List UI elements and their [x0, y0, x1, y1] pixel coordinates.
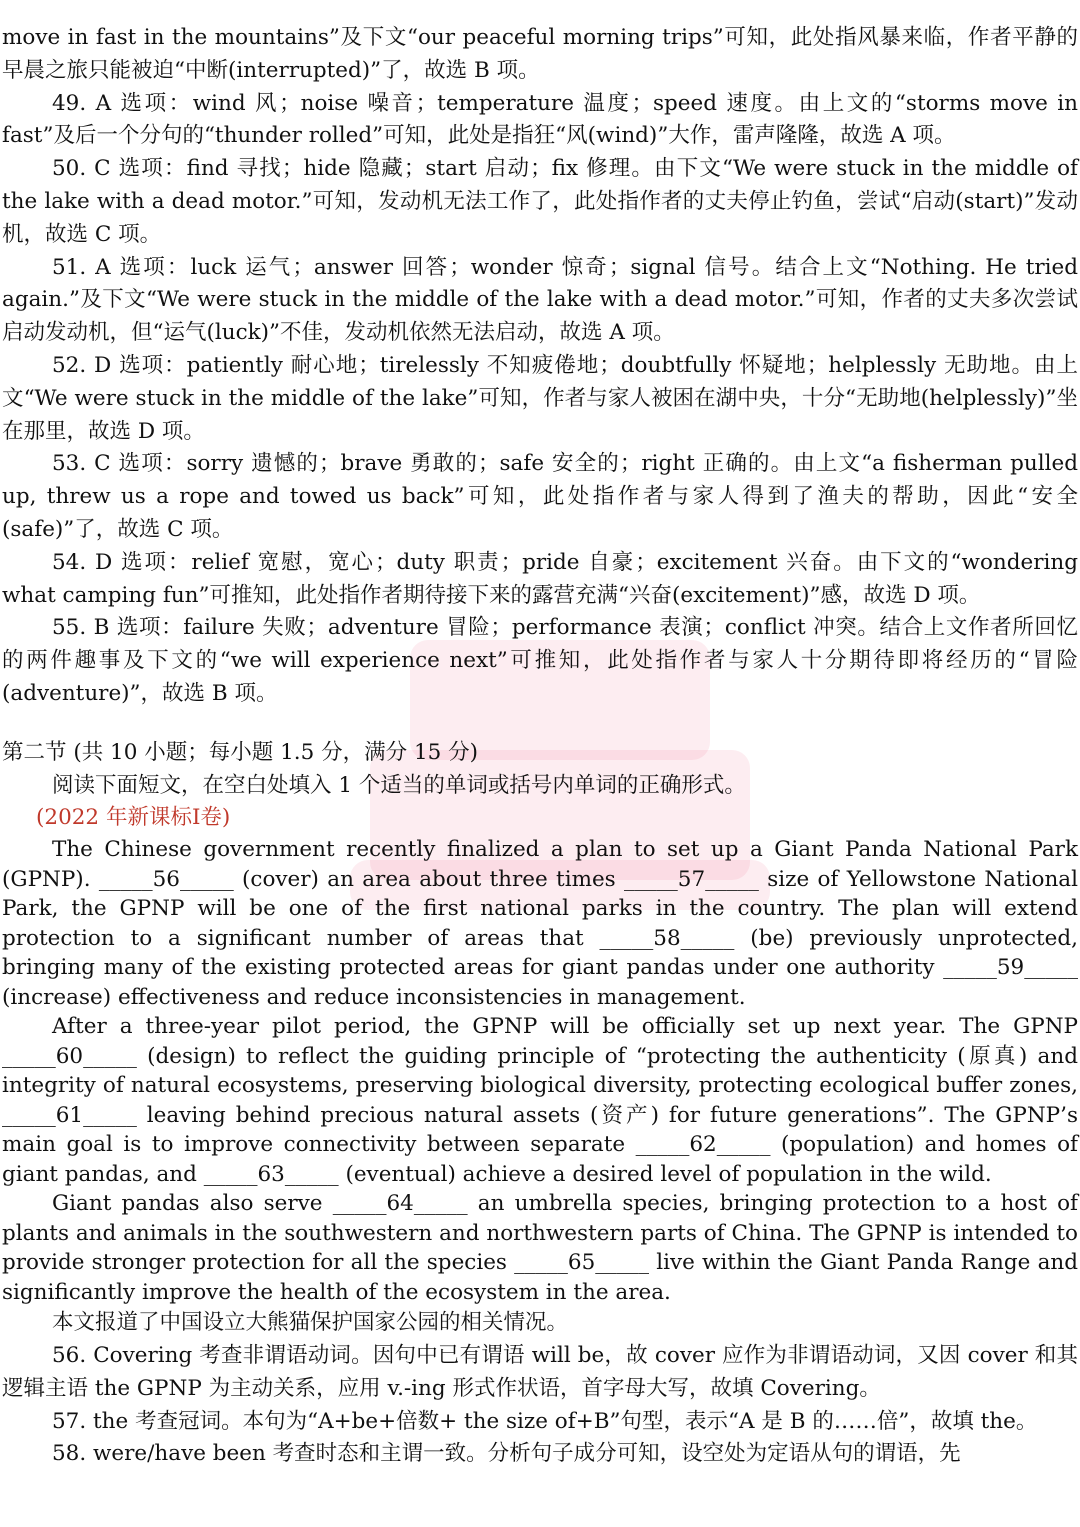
explanation-paragraph: 51. A 选项：luck 运气；answer 回答；wonder 惊奇；signal 信号。结合上文“Nothing. He tried again.”及下文“We were stuck in the middle of the lake with a dead motor.”可知，作者的丈夫多次尝试启动发动机，但“运气(luck)”不佳，发动机依然无法启动，故选 A 项。 — [2, 254, 1078, 346]
passage-paragraph: After a three-year pilot period, the GPNP will be officially set up next year. The GPNP _____60_____ (design) to reflect the guiding principle of “protecting the authenticity (原真) and integrity of natural ecosystems, preserving biological diversity, protecting ecological buffer zones, _____61_____ leaving behind precious natural assets (资产) for future generations”. The GPNP’s main goal is to improve connectivity between separate _____62_____ (population) and homes of giant pandas, and _____63_____ (eventual) achieve a desired level of population in the wild. — [2, 1014, 1078, 1187]
explanation-paragraph: move in fast in the mountains”及下文“our peaceful morning trips”可知，此处指风暴来临，作者平静的早晨之旅只能被迫“中断(interrupted)”了，故选 B 项。 — [2, 25, 1078, 83]
explanation-paragraph: 54. D 选项：relief 宽慰，宽心；duty 职责；pride 自豪；excitement 兴奋。由下文的“wondering what camping fun”可推知，此处指作者期待接下来的露营充满“兴奋(excitement)”感，故选 D 项。 — [2, 549, 1078, 608]
explanation-paragraph: 49. A 选项：wind 风；noise 噪音；temperature 温度；speed 速度。由上文的“storms move in fast”及后一个分句的“thunder rolled”可知，此处是指狂“风(wind)”大作，雷声隆隆，故选 A 项。 — [2, 90, 1078, 149]
explanation-paragraph: 53. C 选项：sorry 遗憾的；brave 勇敢的；safe 安全的；right 正确的。由上文“a fisherman pulled up, threw us a rope and towed us back”可知，此处指作者与家人得到了渔夫的帮助，因此“安全(safe)”了，故选 C 项。 — [2, 451, 1078, 542]
explanation-paragraph: 52. D 选项：patiently 耐心地；tirelessly 不知疲倦地；doubtfully 怀疑地；helplessly 无助地。由上文“We were stuck in the middle of the lake”可知，作者与家人被困在湖中央，十分“无助地(helplessly)”坐在那里，故选 D 项。 — [2, 352, 1078, 444]
answer-paragraph: 56. Covering 考查非谓语动词。因句中已有谓语 will be，故 cover 应作为非谓语动词，又因 cover 和其逻辑主语 the GPNP 为主动关系，应用 v.-ing 形式作状语，首字母大写，故填 Covering。 — [2, 1342, 1078, 1401]
passage-paragraph: The Chinese government recently finalized a plan to set up a Giant Panda National Park (GPNP). _____56_____ (cover) an area about three times _____57_____ size of Yellowstone National Park, the GPNP will be one of the first national parks in the country. The plan will extend protection to a significant number of areas that _____58_____ (be) previously unprotected, bringing many of the existing protected areas for giant pandas under one authority _____59_____ (increase) effectiveness and reduce inconsistencies in management. — [2, 837, 1078, 1010]
section-instruction: 阅读下面短文，在空白处填入 1 个适当的单词或括号内单词的正确形式。 — [52, 772, 746, 798]
answer-paragraph: 58. were/have been 考查时态和主谓一致。分析句子成分可知，设空处为定语从句的谓语，先 — [52, 1441, 961, 1467]
document-page — [0, 22, 1080, 1471]
answer-paragraph: 57. the 考查冠词。本句为“A+be+倍数+ the size of+B”句型，表示“A 是 B 的……倍”，故填 the。 — [52, 1408, 1038, 1434]
answer-paragraph: 本文报道了中国设立大熊猫保护国家公园的相关情况。 — [52, 1310, 569, 1336]
explanation-paragraph: 50. C 选项：find 寻找；hide 隐藏；start 启动；fix 修理。由下文“We were stuck in the middle of the lake with a dead motor.”可知，发动机无法工作了，此处指作者的丈夫停止钓鱼，尝试“启动(start)”发动机，故选 C 项。 — [2, 156, 1078, 247]
source-label: (2022 年新课标I卷) — [36, 805, 231, 831]
explanation-paragraph: 55. B 选项：failure 失败；adventure 冒险；performance 表演；conflict 冲突。结合上文作者所回忆的两件趣事及下文的“we will experience next”可推知，此处指作者与家人十分期待即将经历的“冒险(adventure)”，故选 B 项。 — [2, 615, 1078, 706]
passage-paragraph: Giant pandas also serve _____64_____ an umbrella species, bringing protection to a host of plants and animals in the southwestern and northwestern parts of China. The GPNP is intended to provide stronger protection for all the species _____65_____ live within the Giant Panda Range and significantly improve the health of the ecosystem in the area. — [2, 1191, 1078, 1305]
section-title: 第二节 (共 10 小题；每小题 1.5 分，满分 15 分) — [2, 739, 479, 765]
